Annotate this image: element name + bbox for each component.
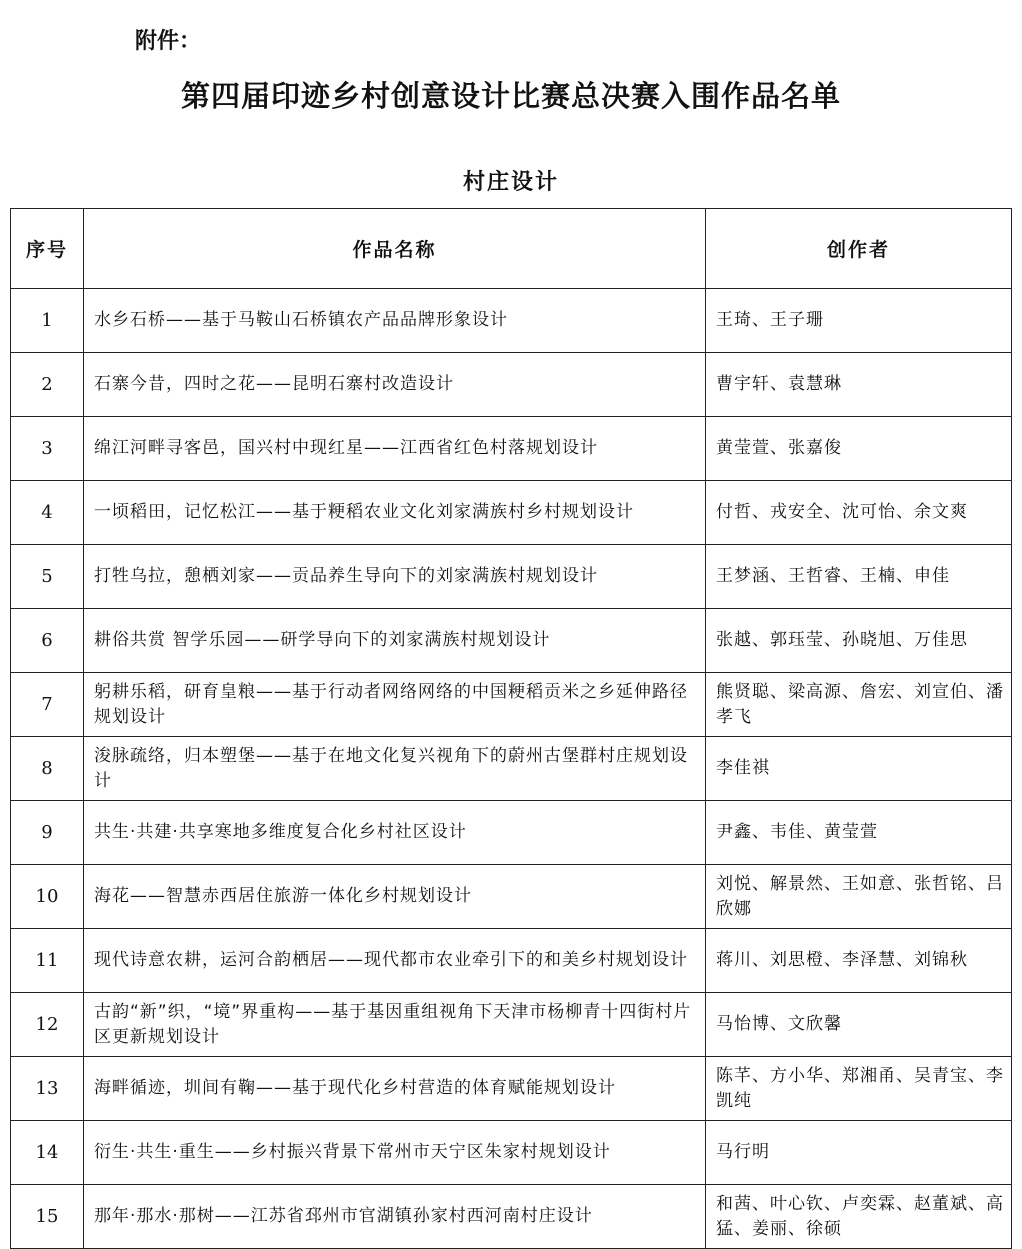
column-header-authors: 创作者 [706, 209, 1012, 289]
row-number: 4 [11, 481, 84, 545]
table-row [11, 993, 1012, 1057]
table-row [11, 1185, 1012, 1249]
column-header-work: 作品名称 [84, 209, 706, 289]
authors-cell: 曹宇轩、袁慧琳 [706, 353, 1012, 417]
work-title: 那年·那水·那树——江苏省邳州市官湖镇孙家村西河南村庄设计 [84, 1185, 706, 1249]
work-title: 海花——智慧赤西居住旅游一体化乡村规划设计 [84, 865, 706, 929]
table-header-row [11, 209, 1012, 289]
column-header-number: 序号 [11, 209, 84, 289]
table-row [11, 865, 1012, 929]
work-title: 浚脉疏络，归本塑堡——基于在地文化复兴视角下的蔚州古堡群村庄规划设计 [84, 737, 706, 801]
work-title: 现代诗意农耕，运河合韵栖居——现代都市农业牵引下的和美乡村规划设计 [84, 929, 706, 993]
section-title: 村庄设计 [462, 170, 559, 195]
authors-cell: 马行明 [706, 1121, 1012, 1185]
authors-cell: 李佳祺 [706, 737, 1012, 801]
table-row [11, 609, 1012, 673]
table-row [11, 673, 1012, 737]
row-number: 13 [11, 1057, 84, 1121]
row-number: 11 [11, 929, 84, 993]
work-title: 共生·共建·共享寒地多维度复合化乡村社区设计 [84, 801, 706, 865]
table-row [11, 737, 1012, 801]
authors-cell: 张越、郭珏莹、孙晓旭、万佳思 [706, 609, 1012, 673]
work-title: 躬耕乐稻，研育皇粮——基于行动者网络网络的中国粳稻贡米之乡延伸路径规划设计 [84, 673, 706, 737]
table-row [11, 1121, 1012, 1185]
authors-cell: 黄莹萱、张嘉俊 [706, 417, 1012, 481]
row-number: 9 [11, 801, 84, 865]
page-title: 第四届印迹乡村创意设计比赛总决赛入围作品名单 [180, 79, 841, 113]
row-number: 3 [11, 417, 84, 481]
row-number: 15 [11, 1185, 84, 1249]
row-number: 7 [11, 673, 84, 737]
authors-cell: 陈芊、方小华、郑湘甬、吴青宝、李凯纯 [706, 1057, 1012, 1121]
table-row [11, 1057, 1012, 1121]
work-title: 耕俗共赏 智学乐园——研学导向下的刘家满族村规划设计 [84, 609, 706, 673]
authors-cell: 王梦涵、王哲睿、王楠、申佳 [706, 545, 1012, 609]
work-title: 海畔循迹，圳间有鞠——基于现代化乡村营造的体育赋能规划设计 [84, 1057, 706, 1121]
table-row [11, 289, 1012, 353]
table-row [11, 481, 1012, 545]
authors-cell: 马怡博、文欣馨 [706, 993, 1012, 1057]
work-title: 石寨今昔，四时之花——昆明石寨村改造设计 [84, 353, 706, 417]
table-row [11, 417, 1012, 481]
authors-cell: 王琦、王子珊 [706, 289, 1012, 353]
authors-cell: 蒋川、刘思橙、李泽慧、刘锦秋 [706, 929, 1012, 993]
table-row [11, 801, 1012, 865]
work-title: 打牲乌拉，憩栖刘家——贡品养生导向下的刘家满族村规划设计 [84, 545, 706, 609]
work-title: 一顷稻田，记忆松江——基于粳稻农业文化刘家满族村乡村规划设计 [84, 481, 706, 545]
work-title: 水乡石桥——基于马鞍山石桥镇农产品品牌形象设计 [84, 289, 706, 353]
row-number: 8 [11, 737, 84, 801]
authors-cell: 和茜、叶心钦、卢奕霖、赵董斌、高猛、姜丽、徐硕 [706, 1185, 1012, 1249]
row-number: 5 [11, 545, 84, 609]
work-title: 古韵“新”织，“境”界重构——基于基因重组视角下天津市杨柳青十四街村片区更新规划设计 [84, 993, 706, 1057]
table-row [11, 353, 1012, 417]
authors-cell: 尹鑫、韦佳、黄莹萱 [706, 801, 1012, 865]
row-number: 2 [11, 353, 84, 417]
row-number: 12 [11, 993, 84, 1057]
authors-cell: 熊贤聪、梁高源、詹宏、刘宣伯、潘孝飞 [706, 673, 1012, 737]
row-number: 10 [11, 865, 84, 929]
table-row [11, 545, 1012, 609]
table-row [11, 929, 1012, 993]
row-number: 14 [11, 1121, 84, 1185]
authors-cell: 刘悦、解景然、王如意、张哲铭、吕欣娜 [706, 865, 1012, 929]
finalist-table [10, 208, 1012, 1249]
attachment-label: 附件： [135, 29, 202, 54]
authors-cell: 付哲、戎安全、沈可怡、余文爽 [706, 481, 1012, 545]
row-number: 1 [11, 289, 84, 353]
work-title: 绵江河畔寻客邑，国兴村中现红星——江西省红色村落规划设计 [84, 417, 706, 481]
work-title: 衍生·共生·重生——乡村振兴背景下常州市天宁区朱家村规划设计 [84, 1121, 706, 1185]
row-number: 6 [11, 609, 84, 673]
